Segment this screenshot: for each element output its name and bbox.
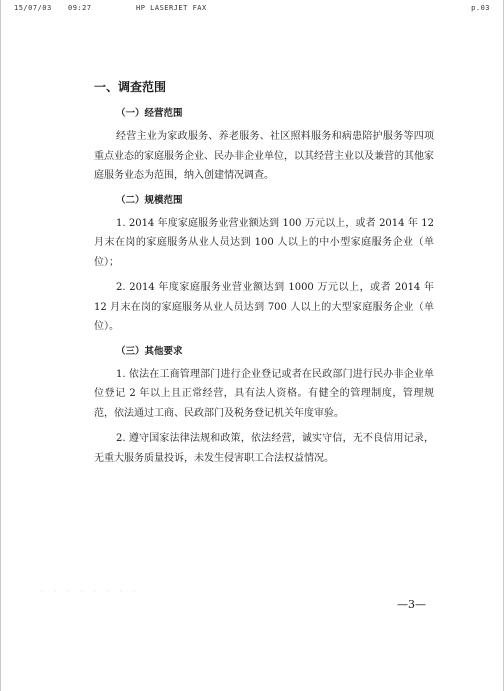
fax-page-indicator: p.03 — [471, 4, 490, 12]
fax-time: 09:27 — [68, 4, 92, 12]
fax-date: 15/07/03 — [14, 4, 52, 12]
section-heading: 一、调查范围 — [94, 80, 167, 94]
scan-noise: · · · · · · · · — [40, 588, 140, 595]
paragraph-business-scope: 经营主业为家政服务、养老服务、社区照料服务和病患陪护服务等四项重点业态的家庭服务企业、民办非企业单位，以其经营主业以及兼营的其他家庭服务业态为范围，纳入创建情况调查。 — [94, 131, 434, 181]
fax-device-name: HP LASERJET FAX — [136, 4, 207, 12]
paragraph-scale-2: 2. 2014 年度家庭服务业营业额达到 1000 万元以上，或者 2014 年 12 月末在岗的家庭服务从业人员达到 700 人以上的大型家庭服务企业（单位）。 — [94, 282, 434, 332]
paragraph-scale-1: 1. 2014 年度家庭服务业营业额达到 100 万元以上，或者 2014 年 12 月末在岗的家庭服务从业人员达到 100 人以上的中小型家庭服务企业（单位）； — [94, 217, 434, 268]
subsection-title-business-scope: （一）经营范围 — [116, 108, 183, 119]
paragraph-requirement-1: 1. 依法在工商管理部门进行企业登记或者在民政部门进行民办非企业单位登记 2 年以上且正常经营，具有法人资格。有健全的管理制度，管理规范，依法通过工商、民政部门及税务登记机关年度审验。 — [94, 368, 434, 419]
subsection-title-other-requirements: （三）其他要求 — [116, 345, 183, 357]
subsection-title-scale-scope: （二）规模范围 — [116, 194, 183, 206]
page-number: —3— — [397, 598, 426, 611]
paragraph-requirement-2: 2. 遵守国家法律法规和政策，依法经营，诚实守信，无不良信用记录，无重大服务质量投诉，未发生侵害职工合法权益情况。 — [94, 433, 434, 464]
fax-header — [14, 4, 490, 16]
document-body — [94, 78, 434, 474]
